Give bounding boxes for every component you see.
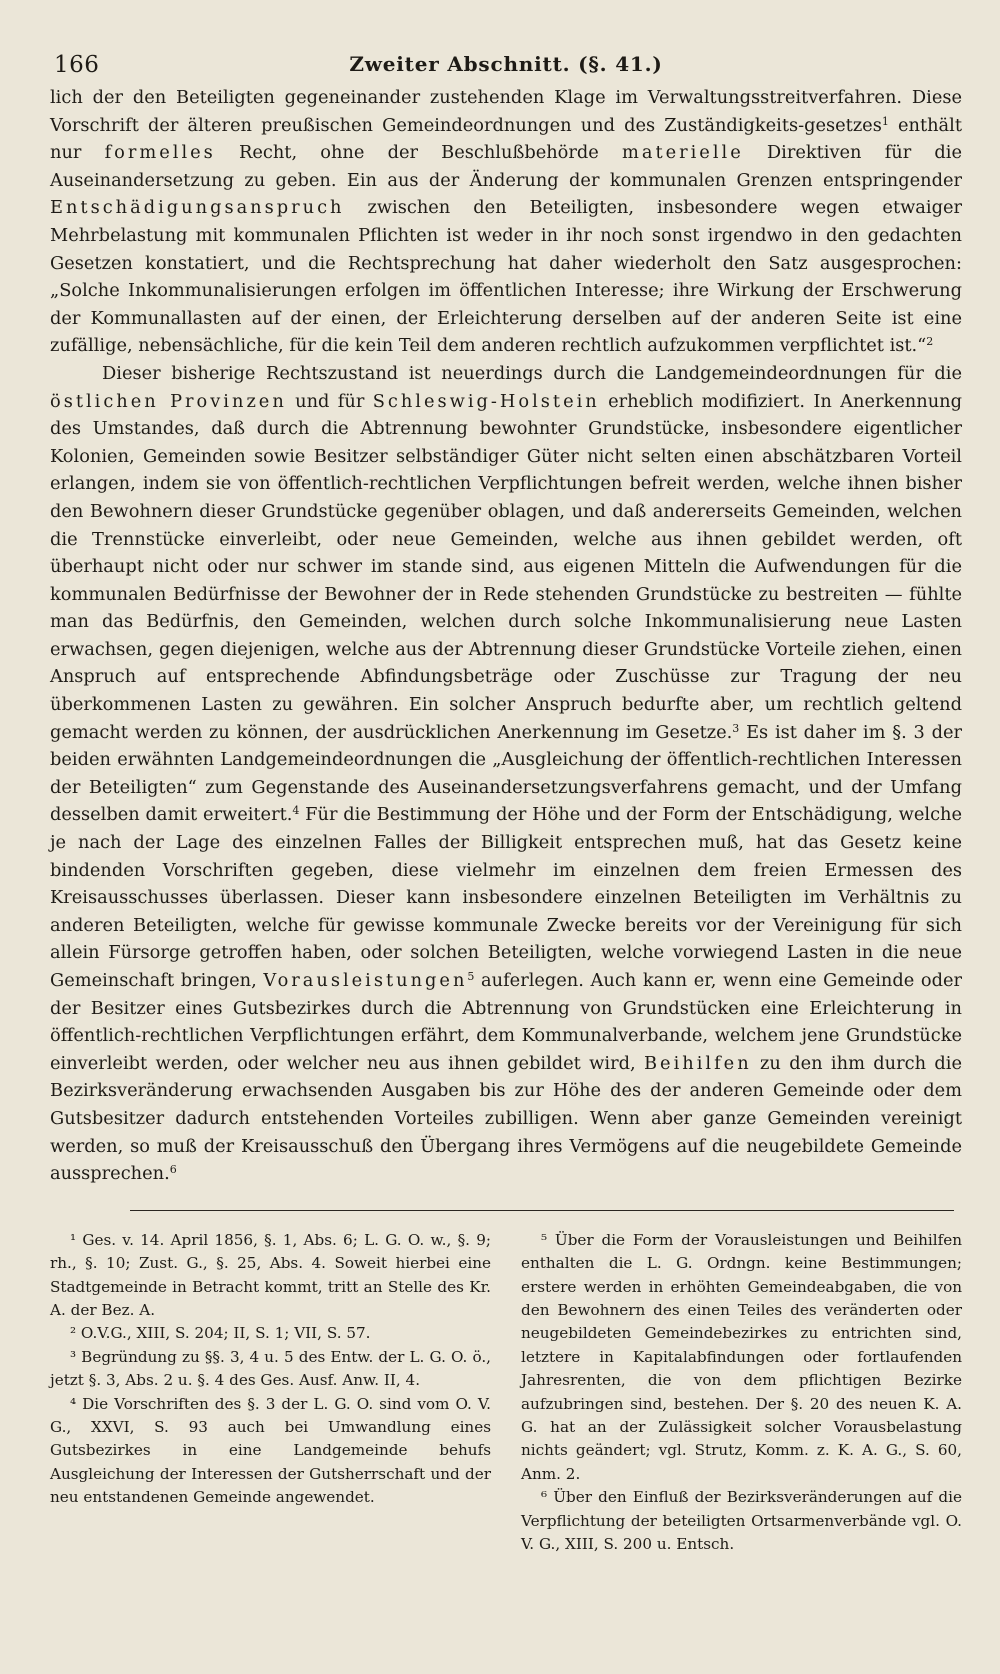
footnote-divider [130, 1210, 954, 1211]
footnotes [50, 1229, 962, 1557]
emphasis-spaced: Vorausleistungen [263, 970, 468, 991]
emphasis-spaced: Schleswig-Holstein [372, 390, 600, 412]
emphasis-spaced: materielle [621, 142, 744, 164]
emphasis-spaced: Beihilfen [643, 1052, 752, 1074]
footnote-marker: 6 [169, 1163, 177, 1177]
footnote: ¹ Ges. v. 14. April 1856, §. 1, Abs. 6; L. G. O. w., §. 9; rh., §. 10; Zust. G., §. 25, Abs. 4. Soweit hierbei eine Stadtgemeinde in Betracht kommt, tritt an Stelle des Kr. A. der Bez. A. [50, 1230, 491, 1319]
footnote: ³ Begründung zu §§. 3, 4 u. 5 des Entw. der L. G. O. ö., jetzt §. 3, Abs. 2 u. §. 4 des Ges. Ausf. Anw. II, 4. [50, 1347, 491, 1390]
footnote-marker: 3 [732, 721, 740, 735]
emphasis-spaced: Entschädigungsanspruch [50, 197, 345, 219]
footnote: ⁶ Über den Einfluß der Bezirksveränderungen auf die Verpflichtung der beteiligten Ortsarmenverbände vgl. O. V. G., XIII, S. 200 u. Entsch. [521, 1488, 962, 1554]
footnotes-left-column [50, 1229, 491, 1557]
footnote-marker: 1 [881, 114, 889, 128]
paragraph: Dieser bisherige Rechtszustand ist neuerdings durch die Landgemeindeordnungen für die östlichen Provinzen und für Schleswig-Holstein erheblich modifiziert. In Anerkennung des Umstandes, daß durch die Abtrennung bewohnter Grundstücke, insbesondere eigentlicher Kolonien, Gemeinden sowie Besitzer selbständiger Güter nicht selten einen abschätzbaren Vorteil erlangen, indem sie von öffentlich-rechtlichen Verpflichtungen befreit werden, welche ihnen bisher den Bewohnern dieser Grundstücke gegenüber oblagen, und daß andererseits Gemeinden, welchen die Trennstücke einverleibt, oder neue Gemeinden, welche aus ihnen gebildet werden, oft überhaupt nicht oder nur schwer im stande sind, aus eigenen Mitteln die Aufwendungen für die kommunalen Bedürfnisse der Bewohner der in Rede stehenden Grundstücke zu bestreiten — fühlte man das Bedürfnis, den Gemeinden, welchen durch solche Inkommunalisierung neue Lasten erwachsen, gegen diejenigen, welche aus der Abtrennung dieser Grundstücke Vorteile ziehen, einen Anspruch auf entsprechende Abfindungsbeträge oder Zuschüsse zur Tragung der neu überkommenen Lasten zu gewähren. Ein solcher Anspruch bedurfte aber, um rechtlich geltend gemacht werden zu können, der ausdrücklichen Anerkennung im Gesetze.$^3$ Es ist daher im §. 3 der beiden erwähnten Landgemeindeordnungen die „Ausgleichung der öffentlich-rechtlichen Interessen der Beteiligten“ zum Gegenstande des Auseinandersetzungsverfahrens gemacht, und der Umfang desselben damit erweitert.$^4$ Für die Bestimmung der Höhe und der Form der Entschädigung, welche je nach der Lage des einzelnen Falles der Billigkeit entsprechen muß, hat das Gesetz keine bindenden Vorschriften gegeben, diese vielmehr im einzelnen dem freien Ermessen des Kreisausschusses überlassen. Dieser kann insbesondere einzelnen Beteiligten im Verhältnis zu anderen Beteiligten, welche für gewisse kommunale Zwecke bereits vor der Vereinigung für sich allein Fürsorge getroffen haben, oder solchen Beteiligten, welche vorwiegend Lasten in die neue Gemeinschaft bringen, Vorausleistungen$^5$ auferlegen. Auch kann er, wenn eine Gemeinde oder der Besitzer eines Gutsbezirkes durch die Abtrennung von Grundstücken eine Erleichterung in öffentlich-rechtlichen Verpflichtungen erfährt, dem Kommunalverbande, welchem jene Grundstücke einverleibt werden, oder welcher neu aus ihnen gebildet wird, Beihilfen zu den ihm durch die Bezirksveränderung erwachsenden Ausgaben bis zur Höhe des der anderen Gemeinde oder dem Gutsbesitzer dadurch entstehenden Vorteiles zubilligen. Wenn aber ganze Gemeinden vereinigt werden, so muß der Kreisausschuß den Übergang ihres Vermögens auf die neugebildete Gemeinde aussprechen.$^6$ [50, 362, 963, 1185]
running-head: Zweiter Abschnitt. (§. 41.) [349, 52, 663, 76]
page-header [50, 0, 962, 84]
footnotes-right-column [521, 1229, 962, 1557]
footnote: ⁴ Die Vorschriften des §. 3 der L. G. O. sind vom O. V. G., XXVI, S. 93 auch bei Umwandlung eines Gutsbezirkes in eine Landgemeinde behufs Ausgleichung der Interessen der Gutsherrschaft und der neu entstandenen Gemeinde angewendet. [50, 1394, 491, 1507]
footnote-marker: 2 [926, 335, 934, 349]
emphasis-spaced: formelles [104, 142, 216, 164]
footnote-marker: 5 [467, 969, 475, 983]
emphasis-spaced: östlichen Provinzen [50, 390, 287, 412]
page-number: 166 [54, 52, 100, 78]
footnote-marker: 4 [292, 804, 300, 818]
footnote: ⁵ Über die Form der Vorausleistungen und Beihilfen enthalten die L. G. Ordngn. keine Bestimmungen; erstere werden in erhöhten Gemeindeabgaben, die von den Bewohnern des einen Teiles des veränderten oder neugebildeten Gemeindebezirkes zu entrichten sind, letztere in Kapitalabfindungen oder fortlaufenden Jahresrenten, die von dem pflichtigen Bezirke aufzubringen sind, bestehen. Der §. 20 des neuen K. A. G. hat an der Zulässigkeit solcher Vorausbelastung nichts geändert; vgl. Strutz, Komm. z. K. A. G., S. 60, Anm. 2. [521, 1230, 962, 1483]
paragraph: lich der den Beteiligten gegeneinander zustehenden Klage im Verwaltungsstreitverfahren. Diese Vorschrift der älteren preußischen Gemeindeordnungen und des Zuständigkeits-gesetzes$^1$ enthält nur formelles Recht, ohne der Beschlußbehörde materielle Direktiven für die Auseinandersetzung zu geben. Ein aus der Änderung der kommunalen Grenzen entspringender Entschädigungsanspruch zwischen den Beteiligten, insbesondere wegen etwaiger Mehrbelastung mit kommunalen Pflichten ist weder in ihr noch sonst irgendwo in den gedachten Gesetzen konstatiert, und die Rechtsprechung hat daher wiederholt den Satz ausgesprochen: „Solche Inkommunalisierungen erfolgen im öffentlichen Interesse; ihre Wirkung der Erschwerung der Kommunallasten auf der einen, der Erleichterung derselben auf der anderen Seite ist eine zufällige, nebensächliche, für die kein Teil dem anderen rechtlich aufzukommen verpflichtet ist.“$^2$ [50, 87, 962, 357]
main-text [50, 84, 962, 1188]
footnote: ² O.V.G., XIII, S. 204; II, S. 1; VII, S. 57. [70, 1324, 371, 1343]
